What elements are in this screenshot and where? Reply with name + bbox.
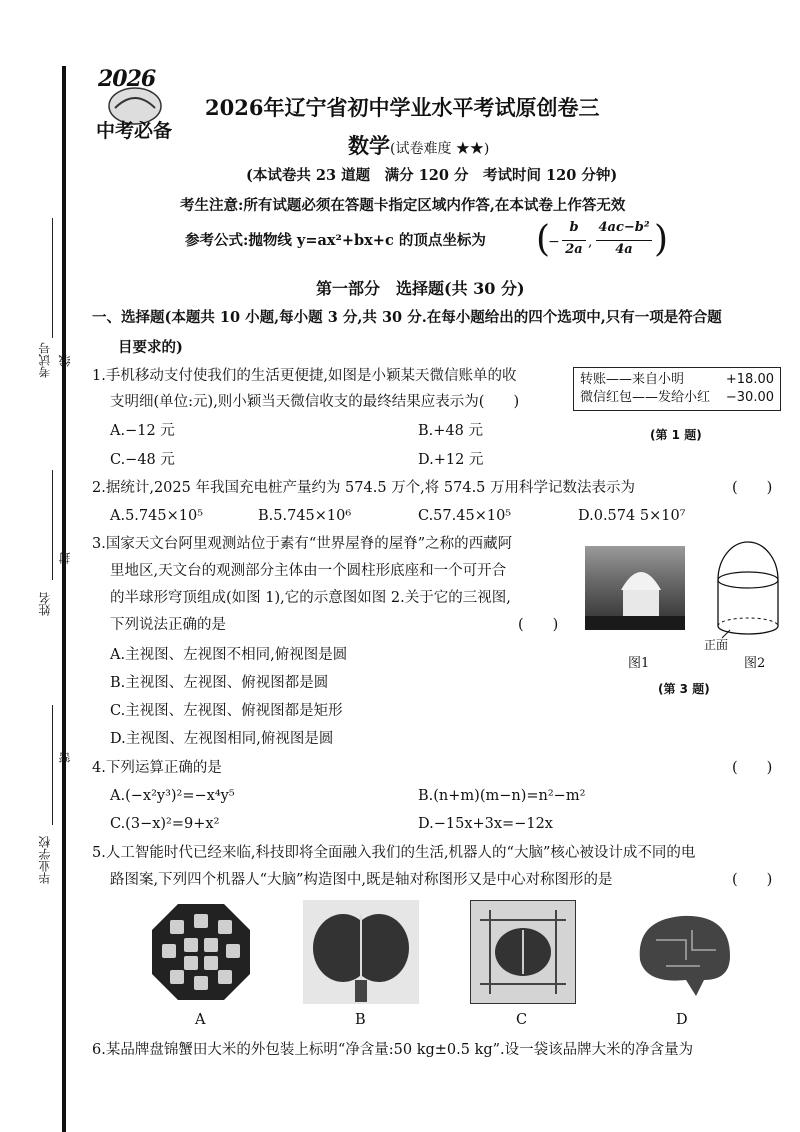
q5-label-d: D bbox=[676, 1012, 688, 1028]
q3-option-a: A.主视图、左视图不相同,俯视图是圆 bbox=[110, 647, 348, 663]
q2-option-b: B.5.745×10⁶ bbox=[258, 508, 352, 524]
seal-mark: 封 bbox=[58, 552, 72, 564]
q3-stem-3: 的半球形穹顶组成(如图 1),它的示意图如图 2.关于它的三视图, bbox=[110, 590, 511, 606]
brain-d-image bbox=[626, 900, 742, 1004]
q4-option-c: C.(3−x)²=9+x² bbox=[110, 816, 220, 832]
q2-option-a: A.5.745×10⁵ bbox=[110, 508, 204, 524]
school-line bbox=[52, 705, 53, 825]
q2-stem: 2.据统计,2025 年我国充电桩产量约为 574.5 万个,将 574.5 万用科学记数法表示为 bbox=[92, 480, 636, 496]
q2-option-d: D.0.574 5×10⁷ bbox=[578, 508, 686, 524]
front-label: 正面 bbox=[704, 638, 729, 652]
q3-option-c: C.主视图、左视图、俯视图都是矩形 bbox=[110, 703, 343, 719]
name-line bbox=[52, 470, 53, 580]
q4-stem: 4.下列运算正确的是 bbox=[92, 760, 222, 776]
q4-bracket: ( ) bbox=[732, 760, 773, 776]
q1-stem-2: 支明细(单位:元),则小颖当天微信收支的最终结果应表示为( ) bbox=[110, 394, 520, 410]
bill-item-1: 转账——来自小明 bbox=[580, 372, 685, 387]
exam-logo bbox=[90, 66, 180, 142]
line-mark: 线 bbox=[58, 355, 72, 367]
q3-option-d: D.主视图、左视图相同,俯视图是圆 bbox=[110, 731, 334, 747]
vertex-x-num: b bbox=[569, 220, 579, 235]
q3-option-b: B.主视图、左视图、俯视图都是圆 bbox=[110, 675, 329, 691]
q2-option-c: C.57.45×10⁵ bbox=[418, 508, 512, 524]
formula-prefix: 参考公式:抛物线 y=ax²+bx+c 的顶点坐标为 bbox=[185, 232, 486, 249]
q1-option-d: D.+12 元 bbox=[418, 452, 484, 468]
q3-stem-1: 3.国家天文台阿里观测站位于素有“世界屋脊的屋脊”之称的西藏阿 bbox=[92, 536, 513, 552]
q5-bracket: ( ) bbox=[732, 872, 773, 888]
logo-year: 2026 bbox=[98, 66, 156, 92]
page-title: 2026年辽宁省初中学业水平考试原创卷三 bbox=[205, 95, 600, 120]
vertex-y-num: 4ac−b² bbox=[598, 220, 650, 235]
part1-instruction-1: 一、选择题(本题共 10 小题,每小题 3 分,共 30 分.在每小题给出的四个选项中,只有一项是符合题 bbox=[92, 309, 722, 326]
exam-info: (本试卷共 23 道题 满分 120 分 考试时间 120 分钟) bbox=[246, 167, 618, 184]
q1-caption: (第 1 题) bbox=[650, 428, 702, 442]
q4-option-d: D.−15x+3x=−12x bbox=[418, 816, 553, 832]
subject: 数学 bbox=[348, 133, 390, 158]
q4-option-b: B.(n+m)(m−n)=n²−m² bbox=[418, 788, 586, 804]
q2-bracket: ( ) bbox=[732, 480, 773, 496]
q3-stem-4: 下列说法正确的是 bbox=[110, 617, 226, 633]
fig2-label: 图2 bbox=[744, 656, 766, 671]
q1-option-c: C.−48 元 bbox=[110, 452, 175, 468]
q5-label-a: A bbox=[195, 1012, 206, 1028]
vertex-x-den: 2a bbox=[565, 242, 583, 257]
q3-bracket: ( ) bbox=[518, 617, 559, 633]
difficulty: (试卷难度 ★★) bbox=[390, 141, 490, 157]
q3-stem-2: 里地区,天文台的观测部分主体由一个圆柱形底座和一个可开合 bbox=[110, 563, 507, 579]
q5-stem-1: 5.人工智能时代已经来临,科技即将全面融入我们的生活,机器人的“大脑”核心被设计成不同的电 bbox=[92, 845, 696, 861]
brain-a-image bbox=[148, 900, 254, 1004]
subject-line bbox=[348, 130, 489, 160]
q1-stem-1: 1.手机移动支付使我们的生活更便捷,如图是小颖某天微信账单的收 bbox=[92, 368, 517, 384]
part1-heading: 第一部分 选择题(共 30 分) bbox=[316, 279, 525, 298]
cut-mark: 密 bbox=[58, 752, 72, 764]
q3-caption: (第 3 题) bbox=[658, 682, 710, 696]
brain-b-image bbox=[303, 900, 419, 1004]
part1-instruction-2: 目要求的) bbox=[118, 339, 183, 356]
exam-no-line bbox=[52, 218, 53, 338]
logo-text: 中考必备 bbox=[96, 120, 173, 142]
binding-rule bbox=[62, 66, 66, 1132]
q6-stem: 6.某品牌盘锦蟹田大米的外包装上标明“净含量:50 kg±0.5 kg”.设一袋该品牌大米的净含量为 bbox=[92, 1042, 694, 1058]
q5-label-c: C bbox=[516, 1012, 528, 1028]
bill-amount-2: −30.00 bbox=[725, 390, 774, 405]
vertex-y-den: 4a bbox=[615, 242, 633, 257]
observatory-photo bbox=[585, 546, 685, 630]
exam-no-label: 考试号 bbox=[38, 342, 52, 378]
vertex-formula: ( − b 2a , 4ac−b² 4a ) bbox=[536, 219, 669, 260]
fig1-label: 图1 bbox=[628, 656, 650, 671]
q5-label-b: B bbox=[355, 1012, 366, 1028]
exam-notice: 考生注意:所有试题必须在答题卡指定区域内作答,在本试卷上作答无效 bbox=[180, 197, 626, 214]
brain-c-image bbox=[470, 900, 576, 1004]
bill-item-2: 微信红包——发给小红 bbox=[580, 390, 711, 405]
q1-option-a: A.−12 元 bbox=[110, 423, 175, 439]
q5-stem-2: 路图案,下列四个机器人“大脑”构造图中,既是轴对称图形又是中心对称图形的是 bbox=[110, 872, 613, 888]
bill-amount-1: +18.00 bbox=[725, 372, 774, 387]
q1-option-b: B.+48 元 bbox=[418, 423, 483, 439]
name-label: 姓名 bbox=[38, 592, 52, 616]
wechat-bill bbox=[573, 367, 781, 411]
cylinder-diagram bbox=[704, 530, 792, 642]
school-label: 毕业学校 bbox=[38, 836, 52, 884]
q4-option-a: A.(−x²y³)²=−x⁴y⁵ bbox=[110, 788, 235, 804]
